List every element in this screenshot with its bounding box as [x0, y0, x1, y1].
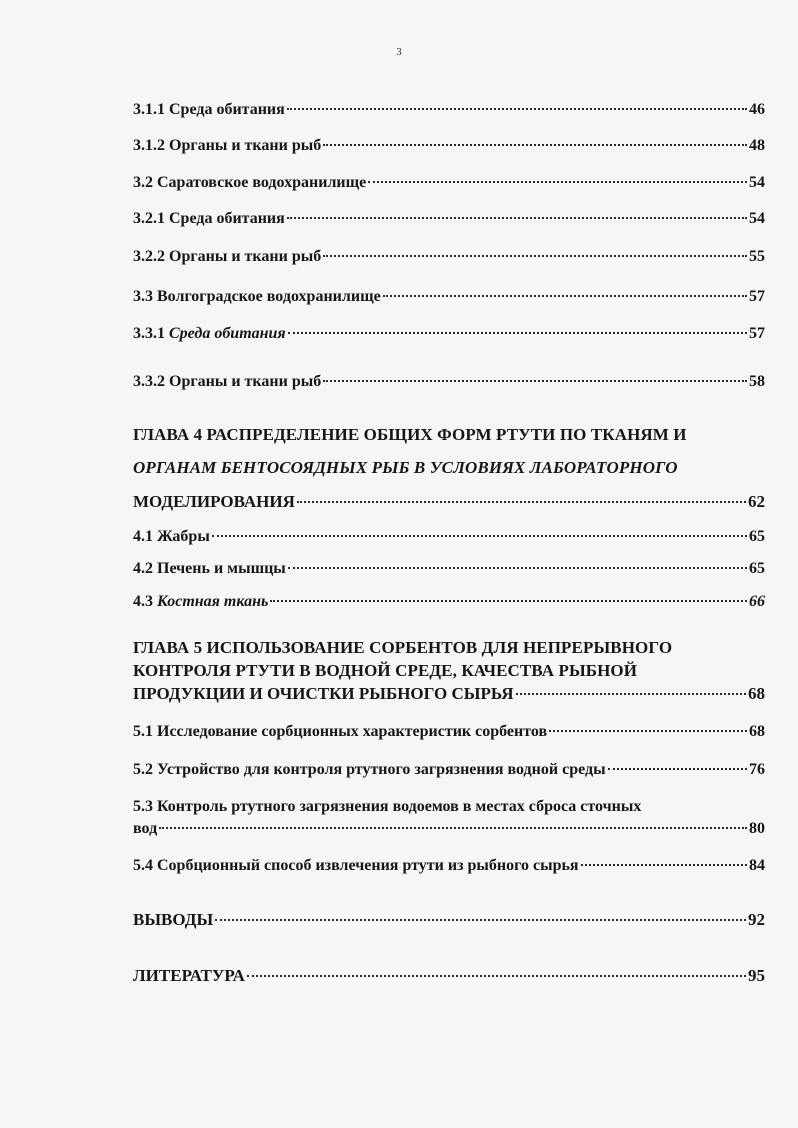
toc-entry-3-2 [133, 173, 765, 193]
toc-entry-page: 80 [749, 820, 765, 837]
toc-entry-label: 3.2.1 Среда обитания [133, 210, 285, 227]
toc-entry-label: 3.2.2 Органы и ткани рыб [133, 248, 322, 265]
chapter-5-title-line-1: ГЛАВА 5 ИСПОЛЬЗОВАНИЕ СОРБЕНТОВ ДЛЯ НЕПРЕРЫВНОГО [133, 638, 673, 657]
toc-entry-label: 4.1 Жабры [133, 528, 210, 545]
toc-entry-page: 48 [749, 137, 765, 154]
toc-entry-label: 3.1.1 Среда обитания [133, 101, 285, 118]
toc-entry-label: ЛИТЕРАТУРА [133, 966, 245, 985]
toc-entry-label: ВЫВОДЫ [133, 910, 214, 929]
toc-entry-page: 68 [748, 684, 765, 703]
dot-leader [608, 768, 747, 770]
toc-entry-page: 54 [749, 210, 765, 227]
dot-leader [383, 295, 747, 297]
dot-leader [516, 693, 747, 695]
toc-entry-4-1 [133, 527, 765, 547]
toc-entry-5-2 [133, 760, 765, 780]
toc-entry-page: 92 [748, 910, 765, 929]
toc-entry-label: 5.1 Исследование сорбционных характеристик сорбентов [133, 723, 548, 740]
dot-leader [287, 217, 747, 219]
toc-entry-5-3-line-1: 5.3 Контроль ртутного загрязнения водоемов в местах сброса сточных [133, 798, 642, 815]
toc-entry-label [133, 324, 286, 344]
page-number: 3 [396, 46, 402, 58]
chapter-4-title-line-1: ГЛАВА 4 РАСПРЕДЕЛЕНИЕ ОБЩИХ ФОРМ РТУТИ ПО ТКАНЯМ И [133, 425, 687, 444]
toc-entry-chapter-4 [133, 492, 765, 512]
dot-leader [159, 827, 747, 829]
dot-leader [270, 600, 747, 602]
dot-leader [323, 380, 747, 382]
dot-leader [581, 864, 747, 866]
toc-entry-page: 95 [748, 966, 765, 985]
toc-entry-5-1 [133, 722, 765, 742]
toc-entry-3-3-2 [133, 372, 765, 392]
dot-leader [212, 535, 747, 537]
dot-leader [323, 144, 747, 146]
toc-entry-page: 46 [749, 101, 765, 118]
toc-entry-4-3 [133, 592, 765, 612]
toc-entry-page: 54 [749, 174, 765, 191]
toc-entry-page: 84 [749, 857, 765, 874]
toc-entry-label: 3.3 Волгоградское водохранилище [133, 288, 381, 305]
toc-entry-conclusions [133, 910, 765, 930]
toc-entry-4-2 [133, 559, 765, 579]
toc-entry-page: 57 [749, 288, 765, 305]
toc-entry-page: 65 [749, 560, 765, 577]
toc-entry-label: МОДЕЛИРОВАНИЯ [133, 492, 295, 511]
toc-entry-label: вод [133, 820, 158, 837]
toc-entry-page: 76 [749, 761, 765, 778]
toc-entry-label: 5.4 Сорбционный способ извлечения ртути из рыбного сырья [133, 857, 579, 874]
dot-leader [288, 567, 747, 569]
toc-entry-label [133, 592, 268, 612]
toc-entry-3-1-2 [133, 136, 765, 156]
dot-leader [215, 919, 746, 921]
toc-entry-label: 3.3.2 Органы и ткани рыб [133, 373, 322, 390]
toc-entry-label: 3.1.2 Органы и ткани рыб [133, 137, 322, 154]
toc-entry-3-2-2 [133, 247, 765, 267]
dot-leader [549, 730, 747, 732]
toc-entry-chapter-5 [133, 684, 765, 704]
chapter-5-title-line-2: КОНТРОЛЯ РТУТИ В ВОДНОЙ СРЕДЕ, КАЧЕСТВА РЫБНОЙ [133, 661, 638, 680]
toc-entry-5-3 [133, 819, 765, 839]
toc-entry-3-3 [133, 287, 765, 307]
dot-leader [323, 255, 747, 257]
dot-leader [287, 108, 747, 110]
toc-entry-page: 66 [749, 593, 765, 610]
dot-leader [297, 501, 746, 503]
toc-entry-page: 68 [749, 723, 765, 740]
toc-entry-label: 4.2 Печень и мышцы [133, 560, 286, 577]
toc-entry-page: 57 [749, 325, 765, 342]
toc-entry-label: 5.2 Устройство для контроля ртутного загрязнения водной среды [133, 761, 606, 778]
toc-entry-label: ПРОДУКЦИИ И ОЧИСТКИ РЫБНОГО СЫРЬЯ [133, 684, 514, 703]
chapter-4-title-line-2: ОРГАНАМ БЕНТОСОЯДНЫХ РЫБ В УСЛОВИЯХ ЛАБОРАТОРНОГО [133, 458, 678, 477]
toc-entry-title: Среда обитания [169, 325, 286, 342]
toc-entry-3-1-1 [133, 100, 765, 120]
toc-entry-3-3-1 [133, 324, 765, 344]
toc-entry-number: 3.3.1 [133, 325, 169, 342]
dot-leader [368, 181, 747, 183]
dot-leader [247, 975, 746, 977]
toc-entry-title: Костная ткань [157, 593, 269, 610]
toc-entry-page: 62 [748, 492, 765, 511]
toc-entry-3-2-1 [133, 209, 765, 229]
toc-entry-page: 58 [749, 373, 765, 390]
dot-leader [288, 332, 747, 334]
toc-entry-literature [133, 966, 765, 986]
toc-entry-page: 55 [749, 248, 765, 265]
toc-entry-label: 3.2 Саратовское водохранилище [133, 174, 367, 191]
toc-entry-5-4 [133, 856, 765, 876]
toc-entry-number: 4.3 [133, 593, 157, 610]
toc-entry-page: 65 [749, 528, 765, 545]
